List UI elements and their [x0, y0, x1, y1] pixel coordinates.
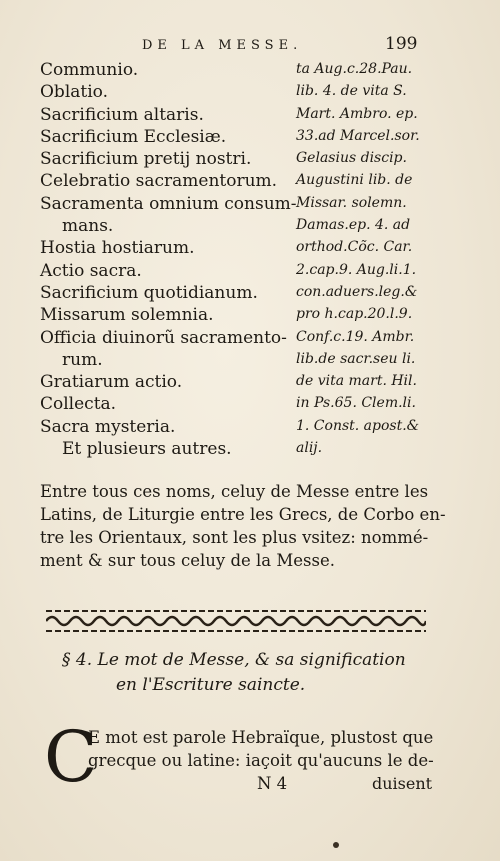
list-row: [40, 372, 430, 394]
ink-spot: [333, 842, 339, 848]
latin-name: Officia diuinorũ sacramento-: [40, 327, 287, 348]
latin-name: Sacrificium Ecclesiæ.: [40, 126, 227, 147]
latin-name: Communio.: [40, 60, 139, 80]
marginal-citation: 2.cap.9. Aug.li.1.: [296, 261, 417, 278]
section-heading-line: § 4. Le mot de Messe, & sa signification: [62, 650, 406, 670]
catchword: duisent: [372, 774, 433, 793]
page-number: 199: [385, 34, 418, 54]
list-row: [40, 82, 430, 104]
marginal-citation: 1. Const. apost.&: [296, 417, 420, 434]
list-row: [40, 60, 430, 82]
ornamental-divider: [46, 608, 426, 634]
latin-name: Missarum solemnia.: [40, 305, 214, 326]
signature-mark: N 4: [257, 774, 288, 793]
marginal-citation: ta Aug.c.28.Pau.: [296, 61, 413, 77]
list-row: [40, 350, 430, 372]
running-header: [0, 34, 500, 56]
marginal-citation: Mart. Ambro. ep.: [296, 105, 418, 122]
latin-name: Hostia hostiarum.: [40, 238, 195, 259]
list-row: [40, 194, 430, 216]
names-list: [40, 60, 430, 461]
marginal-citation: Conf.c.19. Ambr.: [296, 328, 415, 345]
latin-name: Oblatio.: [40, 82, 108, 103]
latin-name: Sacramenta omnium consum-: [40, 193, 297, 214]
list-row: [40, 149, 430, 171]
paragraph-line: ment & sur tous celuy de la Messe.: [40, 551, 335, 570]
marginal-citation: Gelasius discip.: [296, 150, 407, 167]
marginal-citation: in Ps.65. Clem.li.: [296, 395, 416, 412]
marginal-citation: lib.de sacr.seu li.: [296, 350, 416, 367]
paragraph-line: Entre tous ces noms, celuy de Messe entre les: [40, 482, 429, 501]
marginal-citation: pro h.cap.20.l.9.: [296, 306, 413, 323]
running-title: DE LA MESSE.: [142, 38, 303, 53]
latin-name: Sacrificium pretij nostri.: [40, 149, 252, 170]
marginal-citation: lib. 4. de vita S.: [296, 83, 407, 100]
marginal-citation: Missar. solemn.: [296, 194, 407, 211]
list-row: [40, 105, 430, 127]
latin-name: Gratiarum actio.: [40, 372, 183, 393]
list-row: [40, 394, 430, 416]
marginal-citation: alij.: [296, 440, 323, 457]
list-row: [40, 328, 430, 350]
latin-name: rum.: [62, 349, 103, 370]
latin-name: Celebratio sacramentorum.: [40, 171, 278, 192]
latin-name: Collecta.: [40, 394, 117, 415]
list-row: [40, 283, 430, 305]
latin-name: Sacrificium quotidianum.: [40, 282, 258, 303]
latin-name: mans.: [62, 216, 114, 237]
marginal-citation: de vita mart. Hil.: [296, 373, 417, 390]
section-text-line: grecque ou latine: iaçoit qu'aucuns le de-: [88, 751, 434, 770]
marginal-citation: 33.ad Marcel.sor.: [296, 127, 420, 144]
latin-name: Sacra mysteria.: [40, 416, 176, 437]
marginal-citation: Augustini lib. de: [296, 172, 413, 189]
list-row: [40, 127, 430, 149]
list-row: [40, 216, 430, 238]
paragraph-line: tre les Orientaux, sont les plus vsitez: nommé-: [40, 528, 429, 547]
latin-name: Actio sacra.: [40, 260, 142, 281]
list-row: [40, 238, 430, 260]
list-row: [40, 171, 430, 193]
body-paragraph: [40, 480, 446, 572]
list-row: [40, 417, 430, 439]
latin-name: Et plusieurs autres.: [62, 439, 232, 460]
section-text-line: E mot est parole Hebraïque, plustost que: [88, 728, 434, 747]
paragraph-line: Latins, de Liturgie entre les Grecs, de Corbo en-: [40, 505, 446, 524]
latin-name: Sacrificium altaris.: [40, 104, 204, 125]
marginal-citation: orthod.Cõc. Car.: [296, 239, 413, 256]
drop-capital: C: [44, 716, 98, 798]
section-heading-line: en l'Escriture saincte.: [116, 675, 306, 695]
list-row: [40, 261, 430, 283]
marginal-citation: Damas.ep. 4. ad: [296, 217, 411, 234]
section-heading: [46, 648, 446, 698]
list-row: [40, 439, 430, 461]
section-text: [88, 726, 434, 772]
list-row: [40, 305, 430, 327]
marginal-citation: con.aduers.leg.&: [296, 283, 418, 300]
